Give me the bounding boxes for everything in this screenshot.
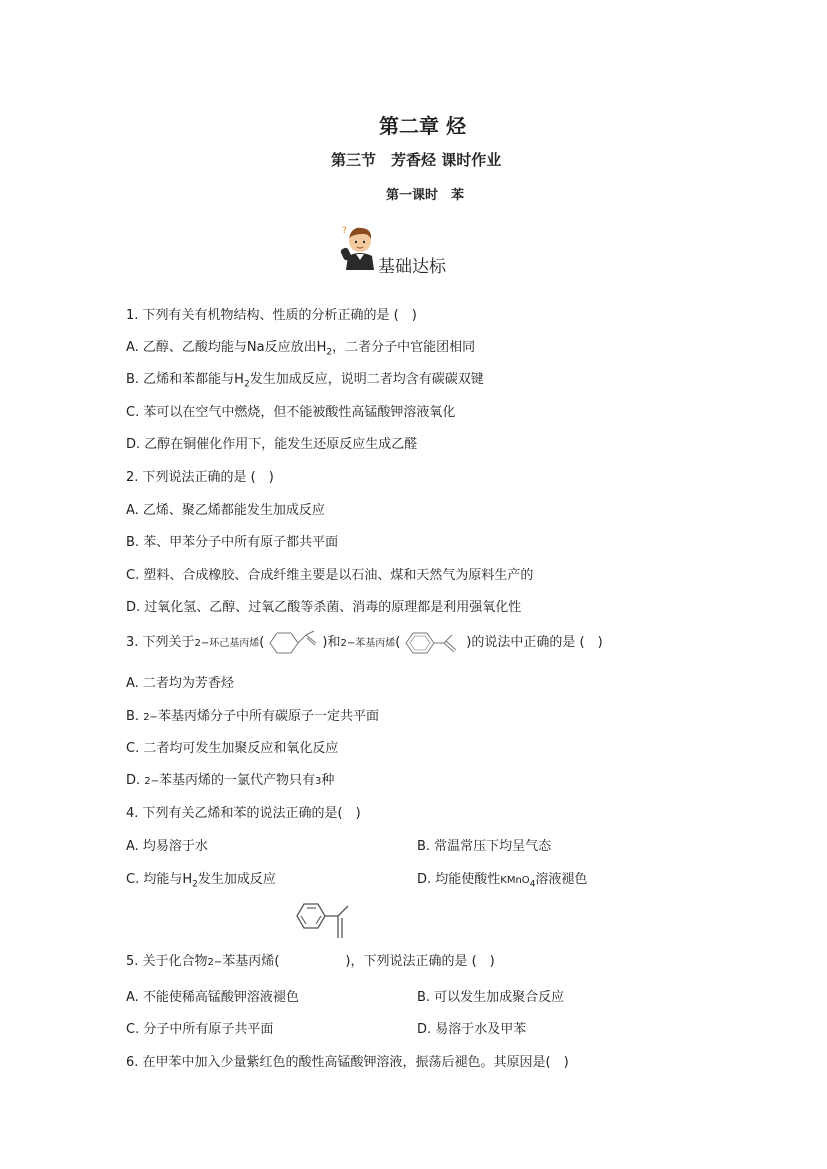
thinking-boy-icon bbox=[340, 224, 378, 272]
question-4-option-d: D. 均能使酸性KMnO$_4$溶液褪色 bbox=[417, 872, 588, 890]
cyclohexyl-propene-structure bbox=[264, 630, 322, 656]
question-1-stem: 1. 下列有关有机物结构、性质的分析正确的是 ( ) bbox=[126, 308, 417, 323]
question-2-option-d: D. 过氧化氢、乙醇、过氧乙酸等杀菌、消毒的原理都是利用强氧化性 bbox=[126, 600, 522, 615]
question-2-option-c: C. 塑料、合成橡胶、合成纤维主要是以石油、煤和天然气为原料生产的 bbox=[126, 568, 534, 583]
question-1-option-d: D. 乙醇在铜催化作用下，能发生还原反应生成乙醛 bbox=[126, 437, 418, 452]
question-1-option-b: B. 乙烯和苯都能与$H_2$发生加成反应，说明二者均含有碳碳双键 bbox=[126, 372, 484, 390]
question-4-option-a: A. 均易溶于水 bbox=[126, 839, 208, 854]
lesson-title: 第一课时 苯 bbox=[386, 188, 465, 203]
question-3-option-a: A. 二者均为芳香烃 bbox=[126, 676, 234, 691]
question-5-option-d: D. 易溶于水及甲苯 bbox=[417, 1022, 527, 1037]
question-6-stem: 6. 在甲苯中加入少量紫红色的酸性高锰酸钾溶液，振荡后褪色。其原因是( ) bbox=[126, 1055, 569, 1070]
question-3-option-b: B. 2−苯基丙烯分子中所有碳原子一定共平面 bbox=[126, 709, 379, 724]
badge-label: 基础达标 bbox=[378, 257, 446, 277]
phenyl-propene-structure bbox=[400, 630, 466, 656]
question-4-stem: 4. 下列有关乙烯和苯的说法正确的是( ) bbox=[126, 806, 361, 821]
question-2-option-a: A. 乙烯、聚乙烯都能发生加成反应 bbox=[126, 503, 325, 518]
question-1-option-a: A. 乙醇、乙酸均能与Na反应放出$H_2$，二者分子中官能团相同 bbox=[126, 340, 476, 358]
question-4-option-c: C. 均能与$H_2$发生加成反应 bbox=[126, 872, 276, 890]
question-3-option-c: C. 二者均可发生加聚反应和氧化反应 bbox=[126, 741, 339, 756]
question-5-option-b: B. 可以发生加成聚合反应 bbox=[417, 990, 565, 1005]
question-2-stem: 2. 下列说法正确的是 ( ) bbox=[126, 470, 274, 485]
question-2-option-b: B. 苯、甲苯分子中所有原子都共平面 bbox=[126, 535, 339, 550]
chapter-title: 第二章 烃 bbox=[379, 114, 466, 138]
question-4-option-b: B. 常温常压下均呈气态 bbox=[417, 839, 552, 854]
section-title: 第三节 芳香烃 课时作业 bbox=[331, 151, 502, 169]
svg-text:?: ? bbox=[342, 226, 347, 236]
question-3-stem: 3. 下列关于2−环己基丙烯( )和2−苯基丙烯( )的说法中正确的是 ( ) bbox=[126, 628, 603, 659]
question-1-option-c: C. 苯可以在空气中燃烧，但不能被酸性高锰酸钾溶液氧化 bbox=[126, 405, 456, 420]
question-5-option-c: C. 分子中所有原子共平面 bbox=[126, 1022, 274, 1037]
question-5-stem: 5. 关于化合物2−苯基丙烯( )，下列说法正确的是 ( ) bbox=[126, 954, 495, 969]
question-5-option-a: A. 不能使稀高锰酸钾溶液褪色 bbox=[126, 990, 299, 1005]
question-3-option-d: D. 2−苯基丙烯的一氯代产物只有3种 bbox=[126, 773, 335, 788]
